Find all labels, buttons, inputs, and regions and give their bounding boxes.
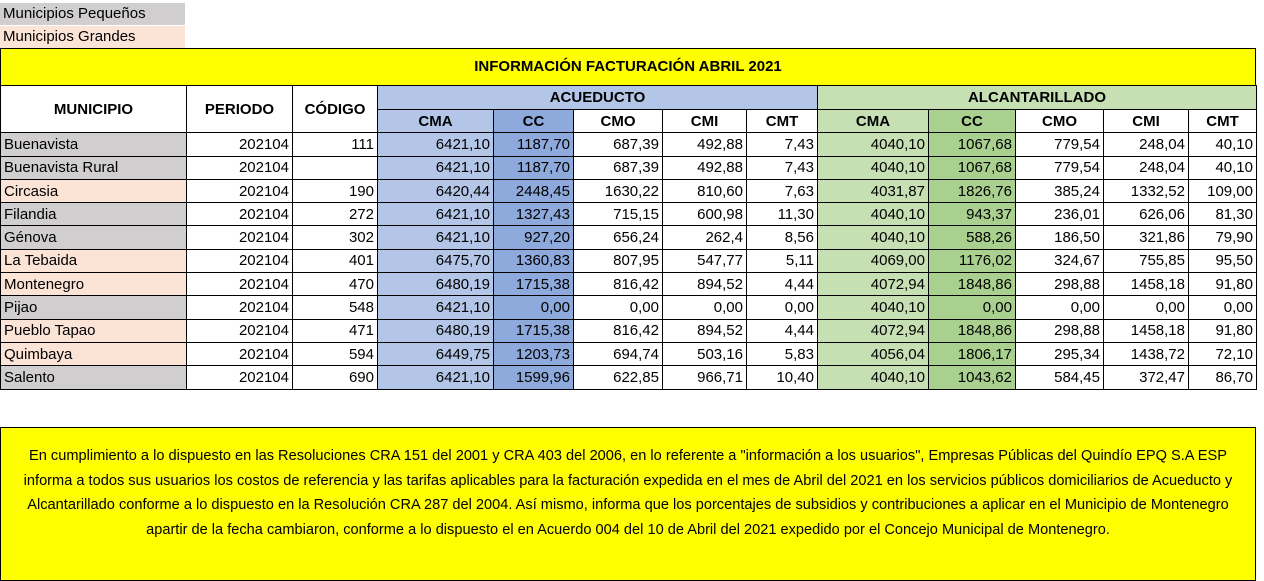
table-row [1, 366, 1257, 389]
cell-alc-cma: 4040,10 [818, 226, 929, 249]
header-alc-cmt: CMT [1189, 110, 1257, 133]
cell-acu-cmo: 656,24 [574, 226, 663, 249]
cell-acu-cc: 1187,70 [494, 156, 574, 179]
cell-acu-cmo: 0,00 [574, 296, 663, 319]
cell-periodo: 202104 [187, 273, 293, 296]
cell-alc-cma: 4040,10 [818, 133, 929, 156]
cell-acu-cmo: 816,42 [574, 273, 663, 296]
notice-text: En cumplimiento a lo dispuesto en las Resoluciones CRA 151 del 2001 y CRA 403 del 2006, en lo referente a "información a los usuarios", Empresas Públicas del Quindío EPQ S.A ESP informa a todos sus usuarios los costos de referencia y las tarifas aplicables para la facturación expedida en el mes de Abril del 2021 en los servicios públicos domiciliarios de Acueducto y Alcantarillado conforme a lo dispuesto en la Resolución CRA 287 del 2004. Así mismo, informa que los porcentajes de subsidios y contribuciones a aplicar en el Municipio de Montenegro apartir de la fecha cambiaron, conforme a lo dispuesto el en Acuerdo 004 del 10 de Abril del 2021 expedido por el Concejo Municipal de Montenegro. [0, 427, 1256, 581]
table-row [1, 133, 1257, 156]
cell-acu-cc: 1715,38 [494, 273, 574, 296]
cell-municipio: Pueblo Tapao [1, 319, 187, 342]
cell-acu-cmt: 4,44 [747, 319, 818, 342]
cell-acu-cc: 2448,45 [494, 179, 574, 202]
cell-periodo: 202104 [187, 226, 293, 249]
cell-acu-cc: 1187,70 [494, 133, 574, 156]
cell-acu-cc: 1203,73 [494, 342, 574, 365]
cell-alc-cmt: 91,80 [1189, 319, 1257, 342]
cell-alc-cc: 1067,68 [929, 133, 1016, 156]
cell-alc-cma: 4040,10 [818, 156, 929, 179]
cell-alc-cmo: 298,88 [1016, 319, 1104, 342]
cell-acu-cma: 6421,10 [378, 203, 494, 226]
cell-acu-cmi: 547,77 [663, 249, 747, 272]
cell-codigo: 594 [293, 342, 378, 365]
cell-acu-cmt: 11,30 [747, 203, 818, 226]
cell-municipio: Pijao [1, 296, 187, 319]
cell-municipio: Salento [1, 366, 187, 389]
cell-alc-cmt: 109,00 [1189, 179, 1257, 202]
cell-codigo [293, 156, 378, 179]
cell-acu-cmi: 503,16 [663, 342, 747, 365]
table-row [1, 273, 1257, 296]
table-row [1, 319, 1257, 342]
cell-alc-cc: 588,26 [929, 226, 1016, 249]
cell-codigo: 272 [293, 203, 378, 226]
cell-codigo: 548 [293, 296, 378, 319]
cell-acu-cc: 0,00 [494, 296, 574, 319]
cell-acu-cma: 6421,10 [378, 296, 494, 319]
cell-acu-cmt: 8,56 [747, 226, 818, 249]
cell-alc-cc: 1043,62 [929, 366, 1016, 389]
cell-acu-cma: 6420,44 [378, 179, 494, 202]
header-acu-cmi: CMI [663, 110, 747, 133]
header-municipio: MUNICIPIO [1, 86, 187, 133]
cell-codigo: 302 [293, 226, 378, 249]
cell-alc-cmi: 321,86 [1104, 226, 1189, 249]
cell-alc-cmo: 779,54 [1016, 156, 1104, 179]
cell-periodo: 202104 [187, 156, 293, 179]
header-alc-cma: CMA [818, 110, 929, 133]
cell-acu-cmo: 687,39 [574, 156, 663, 179]
cell-alc-cmo: 324,67 [1016, 249, 1104, 272]
cell-codigo: 190 [293, 179, 378, 202]
cell-alc-cmo: 779,54 [1016, 133, 1104, 156]
cell-acu-cma: 6475,70 [378, 249, 494, 272]
table-row [1, 342, 1257, 365]
cell-acu-cmi: 0,00 [663, 296, 747, 319]
cell-alc-cma: 4072,94 [818, 319, 929, 342]
cell-acu-cmi: 262,4 [663, 226, 747, 249]
table-row [1, 203, 1257, 226]
cell-municipio: Quimbaya [1, 342, 187, 365]
cell-acu-cmo: 687,39 [574, 133, 663, 156]
cell-municipio: Génova [1, 226, 187, 249]
cell-alc-cmi: 1438,72 [1104, 342, 1189, 365]
cell-alc-cmt: 81,30 [1189, 203, 1257, 226]
cell-alc-cmi: 1458,18 [1104, 319, 1189, 342]
cell-codigo: 690 [293, 366, 378, 389]
cell-acu-cc: 1599,96 [494, 366, 574, 389]
cell-municipio: Filandia [1, 203, 187, 226]
cell-alc-cmi: 1458,18 [1104, 273, 1189, 296]
cell-alc-cmt: 40,10 [1189, 133, 1257, 156]
cell-acu-cmi: 894,52 [663, 273, 747, 296]
cell-alc-cmi: 248,04 [1104, 156, 1189, 179]
cell-acu-cc: 1360,83 [494, 249, 574, 272]
billing-table [0, 85, 1257, 390]
cell-codigo: 401 [293, 249, 378, 272]
cell-periodo: 202104 [187, 296, 293, 319]
cell-periodo: 202104 [187, 319, 293, 342]
cell-acu-cmt: 4,44 [747, 273, 818, 296]
cell-alc-cmt: 79,90 [1189, 226, 1257, 249]
table-row [1, 296, 1257, 319]
legend-large-municipalities: Municipios Grandes [0, 26, 185, 48]
cell-municipio: Buenavista Rural [1, 156, 187, 179]
cell-acu-cmt: 7,63 [747, 179, 818, 202]
cell-acu-cma: 6421,10 [378, 133, 494, 156]
cell-codigo: 471 [293, 319, 378, 342]
cell-alc-cc: 1826,76 [929, 179, 1016, 202]
cell-acu-cc: 1715,38 [494, 319, 574, 342]
cell-acu-cmt: 7,43 [747, 133, 818, 156]
cell-acu-cmo: 1630,22 [574, 179, 663, 202]
cell-alc-cmi: 626,06 [1104, 203, 1189, 226]
cell-alc-cmo: 186,50 [1016, 226, 1104, 249]
cell-alc-cmo: 236,01 [1016, 203, 1104, 226]
cell-periodo: 202104 [187, 203, 293, 226]
cell-alc-cc: 1848,86 [929, 319, 1016, 342]
cell-alc-cmt: 91,80 [1189, 273, 1257, 296]
cell-acu-cmt: 7,43 [747, 156, 818, 179]
cell-municipio: La Tebaida [1, 249, 187, 272]
table-title: INFORMACIÓN FACTURACIÓN ABRIL 2021 [0, 48, 1256, 86]
cell-acu-cmo: 816,42 [574, 319, 663, 342]
cell-alc-cmi: 372,47 [1104, 366, 1189, 389]
cell-alc-cmi: 0,00 [1104, 296, 1189, 319]
cell-codigo: 111 [293, 133, 378, 156]
cell-alc-cmi: 755,85 [1104, 249, 1189, 272]
cell-acu-cma: 6480,19 [378, 273, 494, 296]
cell-alc-cmi: 248,04 [1104, 133, 1189, 156]
cell-periodo: 202104 [187, 366, 293, 389]
cell-alc-cc: 943,37 [929, 203, 1016, 226]
header-alcantarillado: ALCANTARILLADO [818, 86, 1257, 110]
legend-small-municipalities: Municipios Pequeños [0, 3, 185, 25]
cell-acu-cc: 927,20 [494, 226, 574, 249]
cell-acu-cmo: 622,85 [574, 366, 663, 389]
cell-acu-cma: 6421,10 [378, 226, 494, 249]
cell-acu-cmt: 10,40 [747, 366, 818, 389]
cell-municipio: Buenavista [1, 133, 187, 156]
cell-acu-cmi: 600,98 [663, 203, 747, 226]
table-row [1, 226, 1257, 249]
cell-municipio: Circasia [1, 179, 187, 202]
header-alc-cc: CC [929, 110, 1016, 133]
table-row [1, 249, 1257, 272]
header-acu-cc: CC [494, 110, 574, 133]
cell-codigo: 470 [293, 273, 378, 296]
cell-alc-cma: 4040,10 [818, 203, 929, 226]
header-acu-cmt: CMT [747, 110, 818, 133]
cell-acu-cma: 6449,75 [378, 342, 494, 365]
cell-acu-cc: 1327,43 [494, 203, 574, 226]
cell-acu-cmo: 807,95 [574, 249, 663, 272]
cell-alc-cma: 4072,94 [818, 273, 929, 296]
cell-acu-cma: 6480,19 [378, 319, 494, 342]
cell-acu-cmt: 5,11 [747, 249, 818, 272]
cell-alc-cmt: 0,00 [1189, 296, 1257, 319]
cell-alc-cmt: 72,10 [1189, 342, 1257, 365]
cell-periodo: 202104 [187, 133, 293, 156]
cell-acu-cmt: 5,83 [747, 342, 818, 365]
cell-alc-cmt: 95,50 [1189, 249, 1257, 272]
header-acu-cma: CMA [378, 110, 494, 133]
cell-acu-cma: 6421,10 [378, 156, 494, 179]
cell-acu-cmi: 966,71 [663, 366, 747, 389]
cell-acu-cmt: 0,00 [747, 296, 818, 319]
cell-acu-cmo: 715,15 [574, 203, 663, 226]
cell-alc-cc: 1176,02 [929, 249, 1016, 272]
cell-alc-cma: 4056,04 [818, 342, 929, 365]
cell-alc-cmo: 385,24 [1016, 179, 1104, 202]
header-alc-cmi: CMI [1104, 110, 1189, 133]
cell-alc-cc: 1067,68 [929, 156, 1016, 179]
cell-alc-cmt: 86,70 [1189, 366, 1257, 389]
cell-acu-cmi: 894,52 [663, 319, 747, 342]
cell-alc-cmi: 1332,52 [1104, 179, 1189, 202]
cell-acu-cmi: 810,60 [663, 179, 747, 202]
cell-alc-cma: 4031,87 [818, 179, 929, 202]
cell-alc-cc: 1848,86 [929, 273, 1016, 296]
cell-periodo: 202104 [187, 179, 293, 202]
cell-alc-cmo: 584,45 [1016, 366, 1104, 389]
table-body [1, 133, 1257, 389]
cell-acu-cmi: 492,88 [663, 133, 747, 156]
cell-alc-cma: 4040,10 [818, 366, 929, 389]
cell-periodo: 202104 [187, 342, 293, 365]
cell-acu-cma: 6421,10 [378, 366, 494, 389]
cell-municipio: Montenegro [1, 273, 187, 296]
header-alc-cmo: CMO [1016, 110, 1104, 133]
cell-alc-cma: 4069,00 [818, 249, 929, 272]
cell-acu-cmo: 694,74 [574, 342, 663, 365]
cell-alc-cc: 0,00 [929, 296, 1016, 319]
table-row [1, 156, 1257, 179]
cell-alc-cc: 1806,17 [929, 342, 1016, 365]
cell-alc-cmo: 0,00 [1016, 296, 1104, 319]
cell-periodo: 202104 [187, 249, 293, 272]
header-acu-cmo: CMO [574, 110, 663, 133]
header-periodo: PERIODO [187, 86, 293, 133]
cell-acu-cmi: 492,88 [663, 156, 747, 179]
header-codigo: CÓDIGO [293, 86, 378, 133]
cell-alc-cmo: 298,88 [1016, 273, 1104, 296]
cell-alc-cmt: 40,10 [1189, 156, 1257, 179]
header-acueducto: ACUEDUCTO [378, 86, 818, 110]
table-row [1, 179, 1257, 202]
cell-alc-cmo: 295,34 [1016, 342, 1104, 365]
cell-alc-cma: 4040,10 [818, 296, 929, 319]
